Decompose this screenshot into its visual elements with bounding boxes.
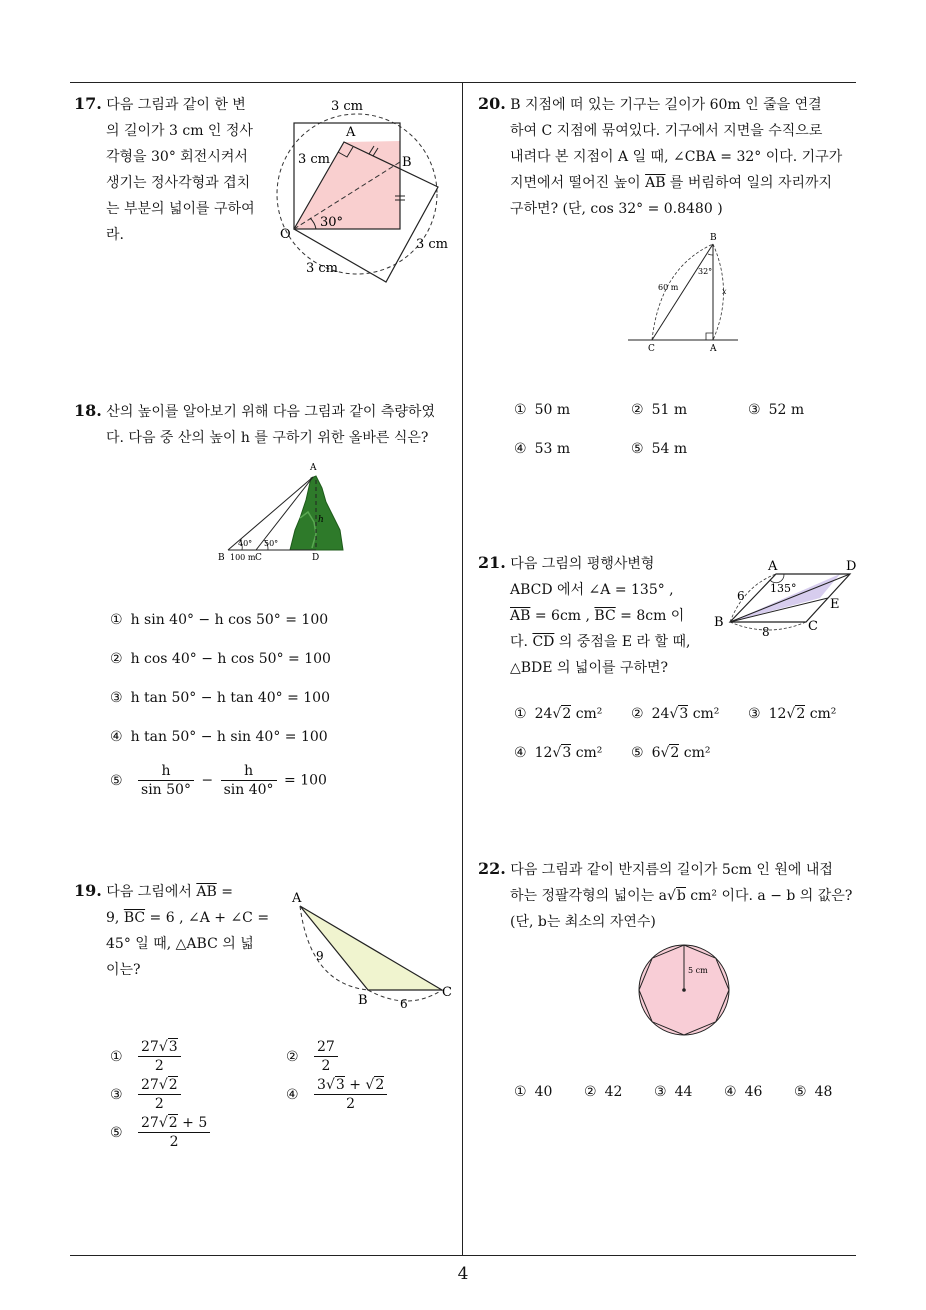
- choice-4[interactable]: ④ h tan 50° − h sin 40° = 100: [110, 729, 328, 745]
- question-number: 18.: [74, 401, 102, 420]
- angle-label: 135°: [770, 582, 797, 595]
- point-e: E: [830, 597, 840, 612]
- question-19-choices: [110, 1038, 450, 1158]
- question-18-stem: 18. 산의 높이를 알아보기 위해 다음 그림과 같이 측량하였 다. 다음 중 산의 높이 h 를 구하기 위한 올바른 식은?: [74, 401, 435, 446]
- point-o: O: [280, 227, 291, 242]
- point-b: B: [714, 615, 724, 630]
- point-a: A: [710, 344, 717, 354]
- distance-label: 100 m: [230, 553, 256, 562]
- point-b: B: [358, 993, 368, 1008]
- choice-4[interactable]: ④ 12√3 cm²: [514, 745, 603, 761]
- point-d: D: [312, 553, 320, 563]
- question-19: [74, 878, 274, 983]
- label-bottom: 3 cm: [306, 261, 339, 276]
- point-a: A: [768, 559, 778, 574]
- choice-4[interactable]: ④ 53 m: [514, 441, 571, 457]
- question-21: [478, 550, 708, 681]
- point-c: C: [808, 619, 818, 634]
- angle-label: 32°: [698, 267, 713, 276]
- question-18: [74, 398, 460, 451]
- point-c: C: [648, 344, 655, 354]
- side-bc-label: 6: [400, 997, 408, 1011]
- choice-2[interactable]: ② 42: [584, 1084, 623, 1100]
- side-ab-label: 9: [316, 949, 324, 963]
- point-b: B: [402, 155, 412, 170]
- question-18-choices: [110, 612, 450, 812]
- side-bc-label: 8: [762, 625, 770, 639]
- label-left: 3 cm: [298, 152, 331, 167]
- choice-4[interactable]: ④ $\frac{3√3 + √2}{2}$: [286, 1076, 390, 1113]
- question-21-choices: [514, 706, 854, 766]
- choice-1[interactable]: ① 50 m: [514, 402, 571, 418]
- choice-2[interactable]: ② h cos 40° − h cos 50° = 100: [110, 651, 331, 667]
- choice-5[interactable]: ⑤ 48: [794, 1084, 833, 1100]
- question-22-figure: [636, 942, 732, 1038]
- choice-3[interactable]: ③ 44: [654, 1084, 693, 1100]
- point-b: B: [218, 553, 225, 563]
- choice-2[interactable]: ② 51 m: [631, 402, 688, 418]
- question-20: [478, 91, 862, 222]
- question-19-figure: [288, 884, 460, 1014]
- question-21-stem: 21. 다음 그림의 평행사변형 ABCD 에서 ∠A = 135° , $\overline{AB} = 6cm$ , $\overline{BC} = 8cm$ 이 다. $\overline{CD}$ 의 중점을 E 라 할 때, △BDE 의 넓이를 구하면?: [478, 553, 691, 676]
- choice-1[interactable]: ① 40: [514, 1084, 553, 1100]
- angle-label-40: 40°: [238, 539, 253, 548]
- question-18-figure: [212, 460, 352, 568]
- choice-4[interactable]: ④ 46: [724, 1084, 763, 1100]
- question-19-stem: 19. 다음 그림에서 $\overline{AB}$ = 9, $\overline{BC} = 6$ , ∠A + ∠C = 45° 일 때, △ABC 의 넓 이는?: [74, 881, 270, 978]
- question-22-stem: 22. 다음 그림과 같이 반지름의 길이가 5cm 인 원에 내접 하는 정팔각형의 넓이는 a√b cm² 이다. a − b 의 값은? (단, b는 최소의 자연수): [478, 859, 853, 930]
- bottom-rule: [70, 1255, 856, 1256]
- question-17-figure: [276, 96, 456, 292]
- column-divider: [462, 82, 463, 1255]
- radius-label: 5 cm: [688, 966, 708, 975]
- point-a: A: [310, 463, 317, 473]
- angle-label-50: 50°: [264, 539, 279, 548]
- choice-3[interactable]: ③ 52 m: [748, 402, 805, 418]
- label-right: 3 cm: [416, 237, 449, 252]
- right-angle-mark: [706, 333, 713, 340]
- choice-1[interactable]: ① $\frac{27√3}{2}$: [110, 1038, 184, 1075]
- angle-arc: [708, 254, 713, 255]
- choice-2[interactable]: ② $\frac{27}{2}$: [286, 1038, 341, 1075]
- question-22-choices: [514, 1084, 854, 1108]
- choice-5[interactable]: ⑤ $\frac{27√2 + 5}{2}$: [110, 1114, 213, 1151]
- question-number: 22.: [478, 859, 506, 878]
- question-17: [74, 91, 274, 248]
- choice-5[interactable]: ⑤ 6√2 cm²: [631, 745, 711, 761]
- point-d: D: [846, 559, 857, 574]
- choice-5[interactable]: ⑤ 54 m: [631, 441, 688, 457]
- choice-1[interactable]: ① 24√2 cm²: [514, 706, 603, 722]
- x-label: x: [722, 287, 727, 296]
- choice-3[interactable]: ③ $\frac{27√2}{2}$: [110, 1076, 184, 1113]
- choice-3[interactable]: ③ h tan 50° − h tan 40° = 100: [110, 690, 330, 706]
- choice-1[interactable]: ① h sin 40° − h cos 50° = 100: [110, 612, 329, 628]
- height-label: h: [318, 515, 324, 525]
- rope-line: [652, 244, 713, 340]
- side-ab-label: 6: [737, 589, 745, 603]
- question-20-choices: [514, 402, 854, 462]
- top-rule: [70, 82, 856, 83]
- question-21-figure: [710, 556, 860, 640]
- question-22: [478, 856, 862, 935]
- choice-5[interactable]: ⑤ $\frac{h}{\sin 50^\circ}$ − $\frac{h}{\sin 40^\circ}$ = 100: [110, 763, 327, 798]
- angle-label: 30°: [320, 215, 344, 230]
- question-20-stem: 20. B 지점에 떠 있는 기구는 길이가 60m 인 줄을 연결 하여 C 지점에 묶여있다. 기구에서 지면을 수직으로 내려다 본 지점이 A 일 때, ∠CBA = 32° 이다. 기구가 지면에서 떨어진 높이 $\overline{AB}$ 를 버림하여 일의 자리까지 구하면? (단, cos 32° = 0.8480 ): [478, 94, 843, 217]
- question-number: 20.: [478, 94, 506, 113]
- question-17-stem: 17. 다음 그림과 같이 한 변 의 길이가 3 cm 인 정사 각형을 30° 회전시켜서 생기는 정사각형과 겹치 는 부분의 넓이를 구하여 라.: [74, 94, 255, 243]
- rope-length-label: 60 m: [658, 283, 679, 292]
- page-number: 4: [457, 1264, 469, 1284]
- label-top: 3 cm: [331, 99, 364, 114]
- center-point: [682, 988, 686, 992]
- triangle-abc: [300, 906, 442, 990]
- point-b: B: [710, 233, 717, 243]
- choice-3[interactable]: ③ 12√2 cm²: [748, 706, 837, 722]
- question-number: 19.: [74, 881, 102, 900]
- point-c: C: [255, 553, 262, 563]
- question-20-figure: [624, 228, 742, 356]
- question-number: 17.: [74, 94, 102, 113]
- point-a: A: [346, 125, 356, 140]
- point-c: C: [442, 985, 452, 1000]
- point-a: A: [292, 891, 302, 906]
- question-number: 21.: [478, 553, 506, 572]
- choice-2[interactable]: ② 24√3 cm²: [631, 706, 720, 722]
